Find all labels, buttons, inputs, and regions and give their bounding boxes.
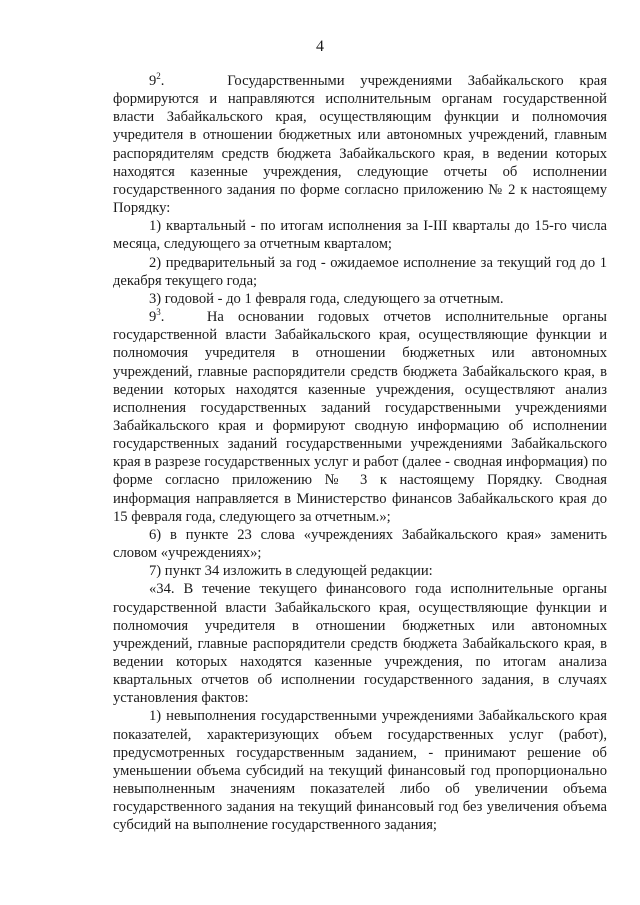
- paragraph-number: $9^3$.: [149, 307, 165, 326]
- paragraph-text: Государственными учреждениями Забайкальского края формируются и направляются исполнительным органам государственной власти Забайкальского края, осуществляющим функции и полномочия учредителя в отношении бюджетных или автономных учреждений, главным распорядителям средств бюджета Забайкальского края, в ведении которых находятся казенные учреждения, следующие отчеты об исполнении государственного задания по форме согласно приложению № 2 к настоящему Порядку:: [113, 73, 607, 217]
- paragraph-9-3: [113, 308, 607, 526]
- amendment-item-6: 6) в пункте 23 слова «учреждениях Забайкальского края» заменить словом «учреждениях»;: [113, 526, 607, 562]
- paragraph-text: На основании годовых отчетов исполнительные органы государственной власти Забайкальского края, осуществляющие функции и полномочия учредителя в отношении бюджетных или автономных учреждений, главные распорядители средств бюджета Забайкальского края, в ведении которых находятся казенные учреждения, осуществляют анализ исполнения государственных заданий государственными учреждениями Забайкальского края и формируют сводную информацию об исполнении государственных заданий государственными учреждениями Забайкальского края в разрезе государственных услуг и работ (далее - сводная информация) по форме согласно приложению № 3 к настоящему Порядку. Сводная информация направляется в Министерство финансов Забайкальского края до 15 февраля года, следующего за отчетным.»;: [113, 309, 607, 525]
- paragraph-9-2: [113, 72, 607, 217]
- page-number: 4: [316, 38, 324, 55]
- list-item-annual: 3) годовой - до 1 февраля года, следующего за отчетным.: [149, 290, 504, 307]
- list-item-quarterly: 1) квартальный - по итогам исполнения за I-III кварталы до 15-го числа месяца, следующего за отчетным кварталом;: [113, 218, 607, 253]
- paragraph-34: «34. В течение текущего финансового года исполнительные органы государственной власти Забайкальского края, осуществляющие функции и полномочия учредителя в отношении бюджетных или автономных учреждений, главные распорядители средств бюджета Забайкальского края, в ведении которых находятся казенные учреждения, по итогам анализа квартальных отчетов об исполнении государственного задания, в случаях установления фактов:: [113, 581, 607, 707]
- paragraph-number: $9^2$.: [149, 71, 165, 89]
- paragraph-34-item-1: 1) невыполнения государственными учреждениями Забайкальского края показателей, характеризующих объем государственных услуг (работ), предусмотренных государственным заданием, - принимают решение об уменьшении объема субсидий на текущий финансовый год пропорционально невыполненным значениям показателей либо об увеличении объема государственного задания на текущий финансовый год без увеличения объема субсидий на выполнение государственного задания;: [113, 708, 607, 834]
- document-body: [113, 72, 607, 835]
- list-item-preliminary: 2) предварительный за год - ожидаемое исполнение за текущий год до 1 декабря текущего года;: [113, 254, 607, 289]
- amendment-item-7: 7) пункт 34 изложить в следующей редакции:: [149, 563, 433, 580]
